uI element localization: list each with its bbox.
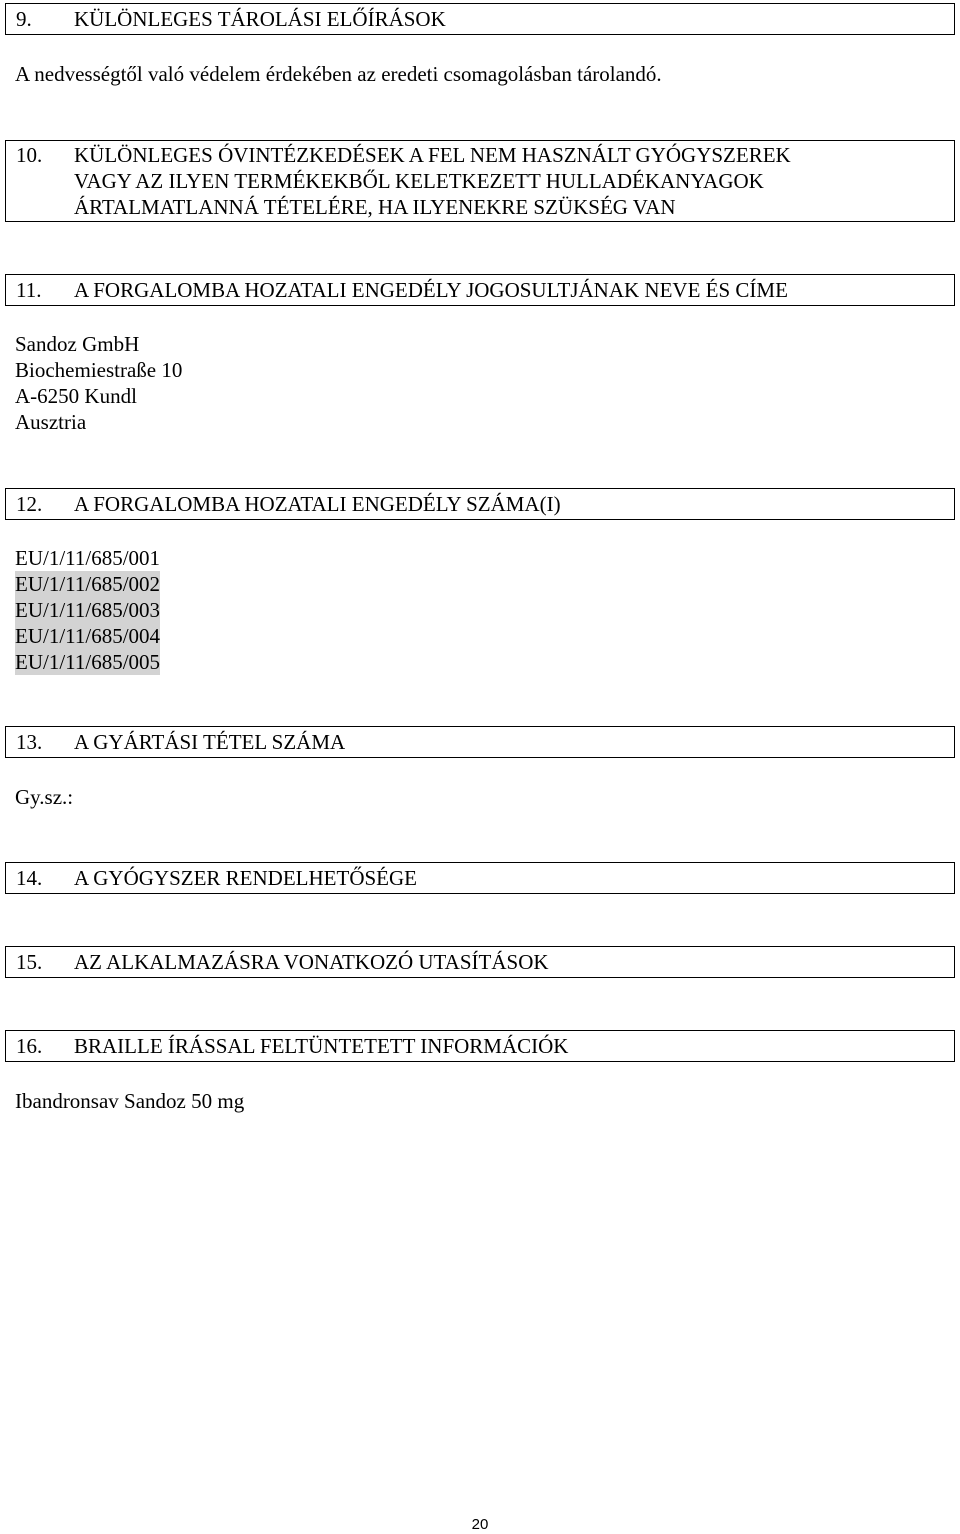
section-number: 16. xyxy=(16,1034,43,1058)
storage-instruction: A nedvességtől való védelem érdekében az eredeti csomagolásban tárolandó. xyxy=(15,62,662,86)
holder-street: Biochemiestraße 10 xyxy=(15,358,183,382)
braille-text: Ibandronsav Sandoz 50 mg xyxy=(15,1089,245,1113)
section-number: 13. xyxy=(16,730,43,754)
holder-city: A-6250 Kundl xyxy=(15,384,137,408)
authorisation-number: EU/1/11/685/003 xyxy=(15,598,161,622)
authorisation-number: EU/1/11/685/001 xyxy=(15,546,161,570)
section-10-header xyxy=(5,140,955,222)
section-title: A FORGALOMBA HOZATALI ENGEDÉLY JOGOSULTJÁNAK NEVE ÉS CÍME xyxy=(74,278,788,302)
section-number: 11. xyxy=(16,278,42,302)
section-title-line: VAGY AZ ILYEN TERMÉKEKBŐL KELETKEZETT HULLADÉKANYAGOK xyxy=(74,169,764,193)
holder-address xyxy=(15,331,182,435)
section-number: 15. xyxy=(16,950,43,974)
section-title: A FORGALOMBA HOZATALI ENGEDÉLY SZÁMA(I) xyxy=(74,492,561,516)
section-9-header xyxy=(5,3,955,35)
authorisation-number: EU/1/11/685/002 xyxy=(15,572,161,596)
section-13-header xyxy=(5,726,955,758)
authorisation-number: EU/1/11/685/004 xyxy=(15,624,161,648)
section-12-header xyxy=(5,488,955,520)
section-number: 14. xyxy=(16,866,43,890)
section-title: AZ ALKALMAZÁSRA VONATKOZÓ UTASÍTÁSOK xyxy=(74,950,549,974)
section-title: KÜLÖNLEGES TÁROLÁSI ELŐÍRÁSOK xyxy=(74,7,446,31)
section-title-line: KÜLÖNLEGES ÓVINTÉZKEDÉSEK A FEL NEM HASZNÁLT GYÓGYSZEREK xyxy=(74,143,791,167)
section-number: 9. xyxy=(16,7,32,31)
batch-number-label: Gy.sz.: xyxy=(15,785,74,809)
section-11-header xyxy=(5,274,955,306)
section-title xyxy=(74,142,946,220)
section-title: A GYÁRTÁSI TÉTEL SZÁMA xyxy=(74,730,346,754)
section-title-line: ÁRTALMATLANNÁ TÉTELÉRE, HA ILYENEKRE SZÜKSÉG VAN xyxy=(74,195,676,219)
authorisation-number: EU/1/11/685/005 xyxy=(15,650,161,674)
section-16-header xyxy=(5,1030,955,1062)
section-15-header xyxy=(5,946,955,978)
section-14-header xyxy=(5,862,955,894)
section-number: 12. xyxy=(16,492,43,516)
page-number: 20 xyxy=(471,1516,489,1533)
holder-name: Sandoz GmbH xyxy=(15,332,140,356)
section-title: BRAILLE ÍRÁSSAL FELTÜNTETETT INFORMÁCIÓK xyxy=(74,1034,569,1058)
holder-country: Ausztria xyxy=(15,410,87,434)
authorisation-numbers xyxy=(15,545,160,675)
section-title: A GYÓGYSZER RENDELHETŐSÉGE xyxy=(74,866,417,890)
section-number: 10. xyxy=(16,143,43,167)
